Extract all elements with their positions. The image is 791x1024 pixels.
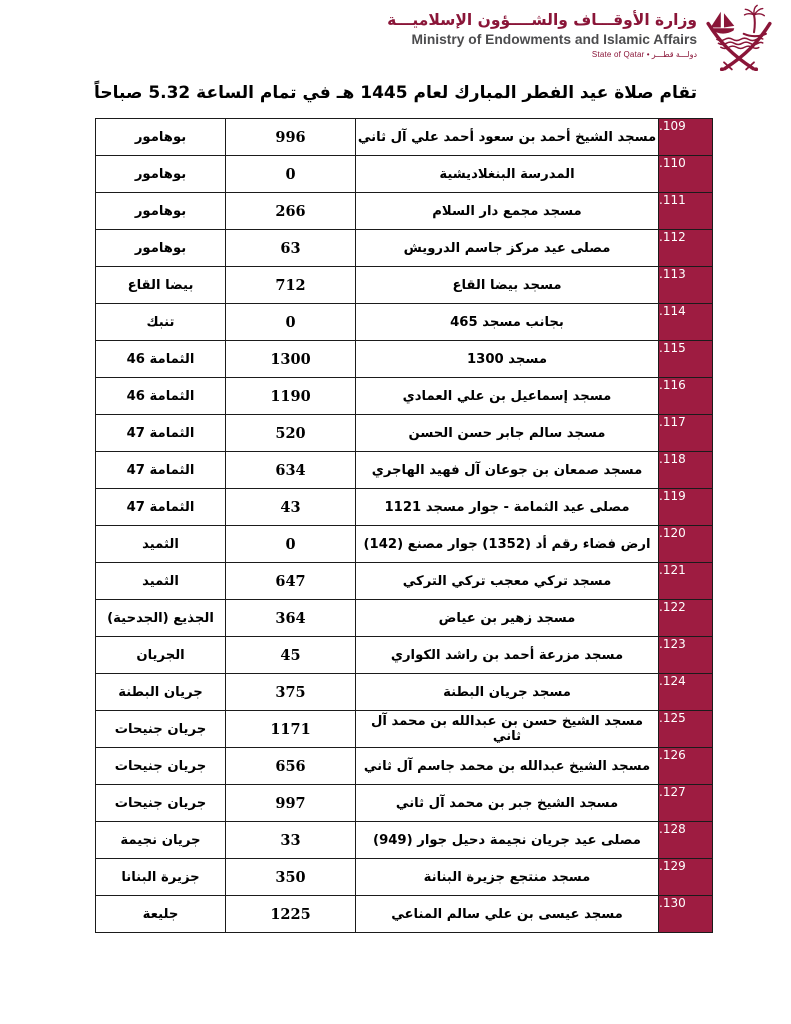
row-number-cell: 111. [659,193,713,230]
row-number-cell: 128. [659,822,713,859]
area-name-cell: جريان جنيحات [96,748,226,785]
table-row [96,859,713,896]
row-number-cell: 112. [659,230,713,267]
mosque-name-cell: ارض فضاء رقم أد (1352) جوار مصنع (142) [356,526,659,563]
mosque-name-cell: مسجد الشيخ عبدالله بن محمد جاسم آل ثاني [356,748,659,785]
mosque-name-cell: مسجد إسماعيل بن علي العمادي [356,378,659,415]
table-row [96,119,713,156]
mosque-table-body [96,119,713,933]
capacity-cell: 0 [226,156,356,193]
area-name-cell: بوهامور [96,156,226,193]
table-row [96,674,713,711]
ministry-name-english: Ministry of Endowments and Islamic Affairs [411,31,697,47]
mosque-name-cell: مسجد مزرعة أحمد بن راشد الكواري [356,637,659,674]
capacity-cell: 520 [226,415,356,452]
mosque-name-cell: مسجد تركي معجب تركي التركي [356,563,659,600]
area-name-cell: الثميد [96,526,226,563]
area-name-cell: جزيرة البنانا [96,859,226,896]
capacity-cell: 33 [226,822,356,859]
qatar-emblem-icon [699,3,779,71]
area-name-cell: جريان البطنة [96,674,226,711]
table-row [96,785,713,822]
mosque-name-cell: مسجد بيضا القاع [356,267,659,304]
mosque-name-cell: مسجد عيسى بن علي سالم المناعي [356,896,659,933]
row-number-cell: 115. [659,341,713,378]
mosque-name-cell: مسجد الشيخ حسن بن عبدالله بن محمد آل ثاني [356,711,659,748]
area-name-cell: الثمامة 47 [96,452,226,489]
table-row [96,748,713,785]
capacity-cell: 1300 [226,341,356,378]
capacity-cell: 0 [226,526,356,563]
area-name-cell: جريان نجيمة [96,822,226,859]
area-name-cell: تنبك [96,304,226,341]
mosque-name-cell: مسجد مجمع دار السلام [356,193,659,230]
capacity-cell: 996 [226,119,356,156]
mosque-name-cell: مسجد منتجع جزيرة البنانة [356,859,659,896]
mosque-name-cell: مصلى عيد جريان نجيمة دحيل جوار (949) [356,822,659,859]
document-title: تقام صلاة عيد الفطر المبارك لعام 1445 هـ في تمام الساعة 5.32 صباحاً [94,83,697,103]
table-row [96,267,713,304]
table-row [96,378,713,415]
capacity-cell: 1225 [226,896,356,933]
table-row [96,304,713,341]
mosque-name-cell: مسجد الشيخ جبر بن محمد آل ثاني [356,785,659,822]
row-number-cell: 129. [659,859,713,896]
mosque-capacity-table [95,118,713,933]
area-name-cell: الجريان [96,637,226,674]
row-number-cell: 125. [659,711,713,748]
capacity-cell: 647 [226,563,356,600]
mosque-name-cell: مصلى عيد الثمامة - جوار مسجد 1121 [356,489,659,526]
mosque-name-cell: مسجد الشيخ أحمد بن سعود أحمد علي آل ثاني [356,119,659,156]
table-row [96,230,713,267]
area-name-cell: بوهامور [96,193,226,230]
area-name-cell: جريان جنيحات [96,785,226,822]
mosque-name-cell: مسجد 1300 [356,341,659,378]
area-name-cell: الثمامة 46 [96,341,226,378]
table-row [96,896,713,933]
table-row [96,563,713,600]
mosque-name-cell: مسجد زهير بن عياض [356,600,659,637]
capacity-cell: 364 [226,600,356,637]
table-row [96,526,713,563]
row-number-cell: 122. [659,600,713,637]
area-name-cell: جليعة [96,896,226,933]
row-number-cell: 110. [659,156,713,193]
capacity-cell: 63 [226,230,356,267]
mosque-name-cell: مصلى عيد مركز جاسم الدرويش [356,230,659,267]
area-name-cell: الثمامة 47 [96,415,226,452]
mosque-name-cell: مسجد جريان البطنة [356,674,659,711]
capacity-cell: 1190 [226,378,356,415]
row-number-cell: 117. [659,415,713,452]
capacity-cell: 350 [226,859,356,896]
row-number-cell: 121. [659,563,713,600]
row-number-cell: 114. [659,304,713,341]
table-row [96,489,713,526]
ministry-name-arabic: وزارة الأوقـــاف والشــــؤون الإسلاميـــة [387,11,697,29]
row-number-cell: 116. [659,378,713,415]
table-row [96,452,713,489]
row-number-cell: 126. [659,748,713,785]
table-row [96,193,713,230]
row-number-cell: 127. [659,785,713,822]
table-row [96,415,713,452]
mosque-name-cell: المدرسة البنغلاديشية [356,156,659,193]
capacity-cell: 0 [226,304,356,341]
capacity-cell: 712 [226,267,356,304]
row-number-cell: 120. [659,526,713,563]
state-of-qatar-line: دولـــة قطـــر • State of Qatar [591,49,697,59]
capacity-cell: 997 [226,785,356,822]
area-name-cell: الثمامة 47 [96,489,226,526]
capacity-cell: 634 [226,452,356,489]
capacity-cell: 1171 [226,711,356,748]
row-number-cell: 123. [659,637,713,674]
row-number-cell: 124. [659,674,713,711]
table-row [96,156,713,193]
table-row [96,711,713,748]
capacity-cell: 43 [226,489,356,526]
header [387,10,697,59]
table-row [96,341,713,378]
area-name-cell: بيضا القاع [96,267,226,304]
capacity-cell: 375 [226,674,356,711]
area-name-cell: الثميد [96,563,226,600]
mosque-name-cell: بجانب مسجد 465 [356,304,659,341]
capacity-cell: 45 [226,637,356,674]
row-number-cell: 113. [659,267,713,304]
area-name-cell: بوهامور [96,230,226,267]
mosque-name-cell: مسجد صمعان بن جوعان آل فهيد الهاجري [356,452,659,489]
capacity-cell: 656 [226,748,356,785]
row-number-cell: 130. [659,896,713,933]
table-row [96,637,713,674]
area-name-cell: بوهامور [96,119,226,156]
area-name-cell: جريان جنيحات [96,711,226,748]
row-number-cell: 109. [659,119,713,156]
area-name-cell: الثمامة 46 [96,378,226,415]
table-row [96,600,713,637]
row-number-cell: 119. [659,489,713,526]
capacity-cell: 266 [226,193,356,230]
area-name-cell: الجذيع (الجدحية) [96,600,226,637]
table-row [96,822,713,859]
mosque-name-cell: مسجد سالم جابر حسن الحسن [356,415,659,452]
row-number-cell: 118. [659,452,713,489]
